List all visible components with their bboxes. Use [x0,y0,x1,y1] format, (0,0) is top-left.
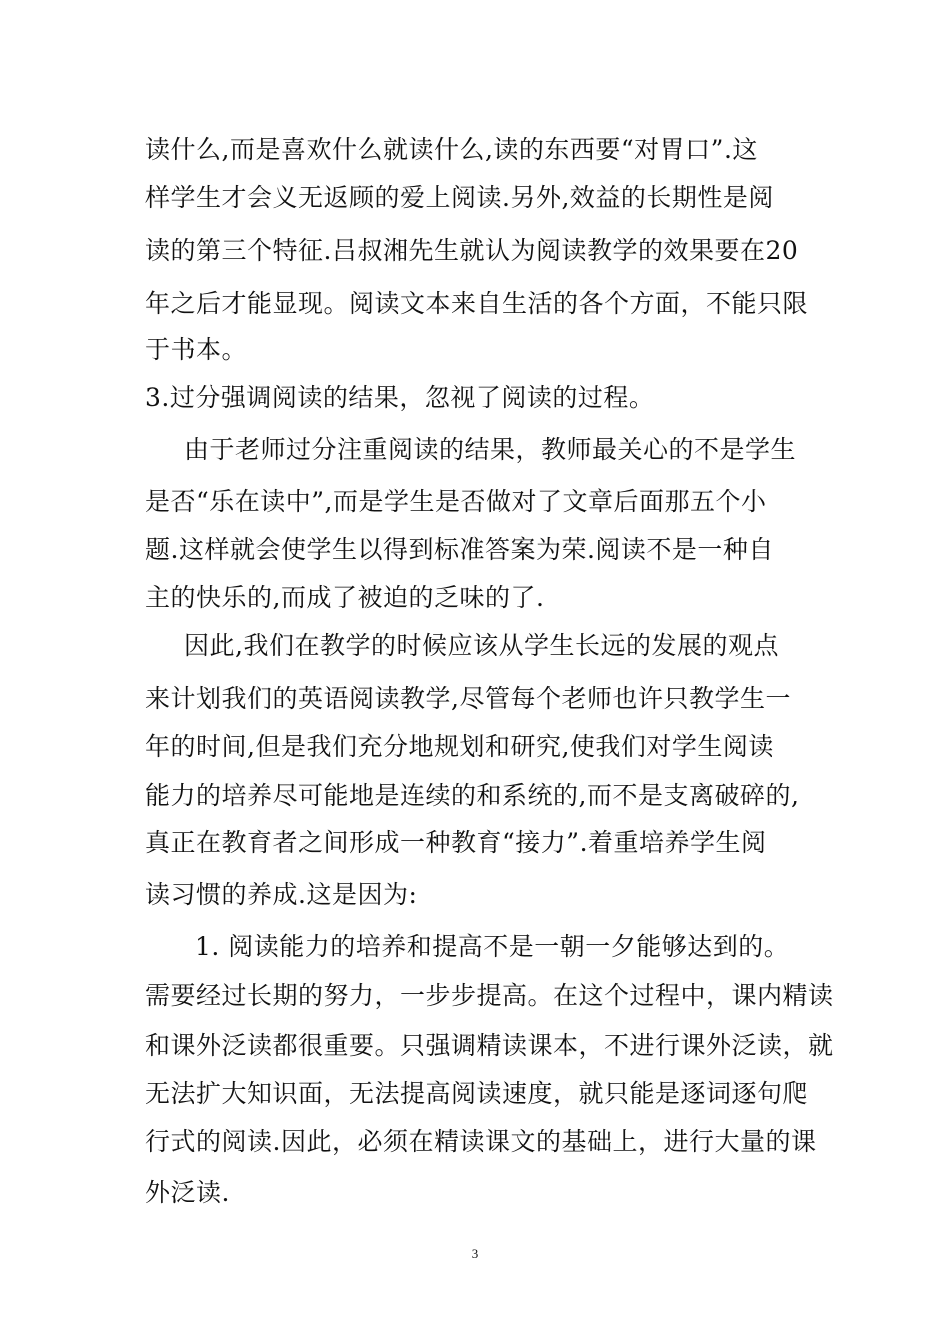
section-heading: 3.过分强调阅读的结果，忽视了阅读的过程。 [145,383,655,412]
text-line: 于书本。 [145,335,248,364]
text-line: 由于老师过分注重阅读的结果，教师最关心的不是学生 [184,435,797,464]
text-line: 年的时间,但是我们充分地规划和研究,使我们对学生阅读 [145,732,774,761]
text-line: 读什么,而是喜欢什么就读什么,读的东西要“对胃口”.这 [145,135,758,164]
text-line: 是否“乐在读中”,而是学生是否做对了文章后面那五个小 [145,487,767,516]
text-line: 真正在教育者之间形成一种教育“接力”.着重培养学生阅 [145,828,767,857]
text-line: 无法扩大知识面，无法提高阅读速度，就只能是逐词逐句爬 [145,1079,809,1108]
text-line: 外泛读. [145,1178,230,1207]
text-line: 读的第三个特征.吕叔湘先生就认为阅读教学的效果要在20 [145,236,799,265]
text-line: 行式的阅读.因此，必须在精读课文的基础上，进行大量的课 [145,1127,817,1156]
text-line: 读习惯的养成.这是因为: [145,880,418,909]
text-line: 因此,我们在教学的时候应该从学生长远的发展的观点 [184,631,779,660]
text-line: 需要经过长期的努力，一步步提高。在这个过程中，课内精读 [145,981,834,1010]
text-line: 和课外泛读都很重要。只强调精读课本，不进行课外泛读，就 [145,1031,834,1060]
text-line: 来计划我们的英语阅读教学,尽管每个老师也许只教学生一 [145,684,791,713]
text-line: 题.这样就会使学生以得到标准答案为荣.阅读不是一种自 [145,535,774,564]
list-item: 1. 阅读能力的培养和提高不是一朝一夕能够达到的。 [195,932,790,961]
text-line: 年之后才能显现。阅读文本来自生活的各个方面，不能只限 [145,289,809,318]
text-line: 样学生才会义无返顾的爱上阅读.另外,效益的长期性是阅 [145,183,774,212]
page-number: 3 [471,1246,479,1261]
text-line: 主的快乐的,而成了被迫的乏味的了. [145,583,545,612]
text-line: 能力的培养尽可能地是连续的和系统的,而不是支离破碎的, [145,781,800,810]
